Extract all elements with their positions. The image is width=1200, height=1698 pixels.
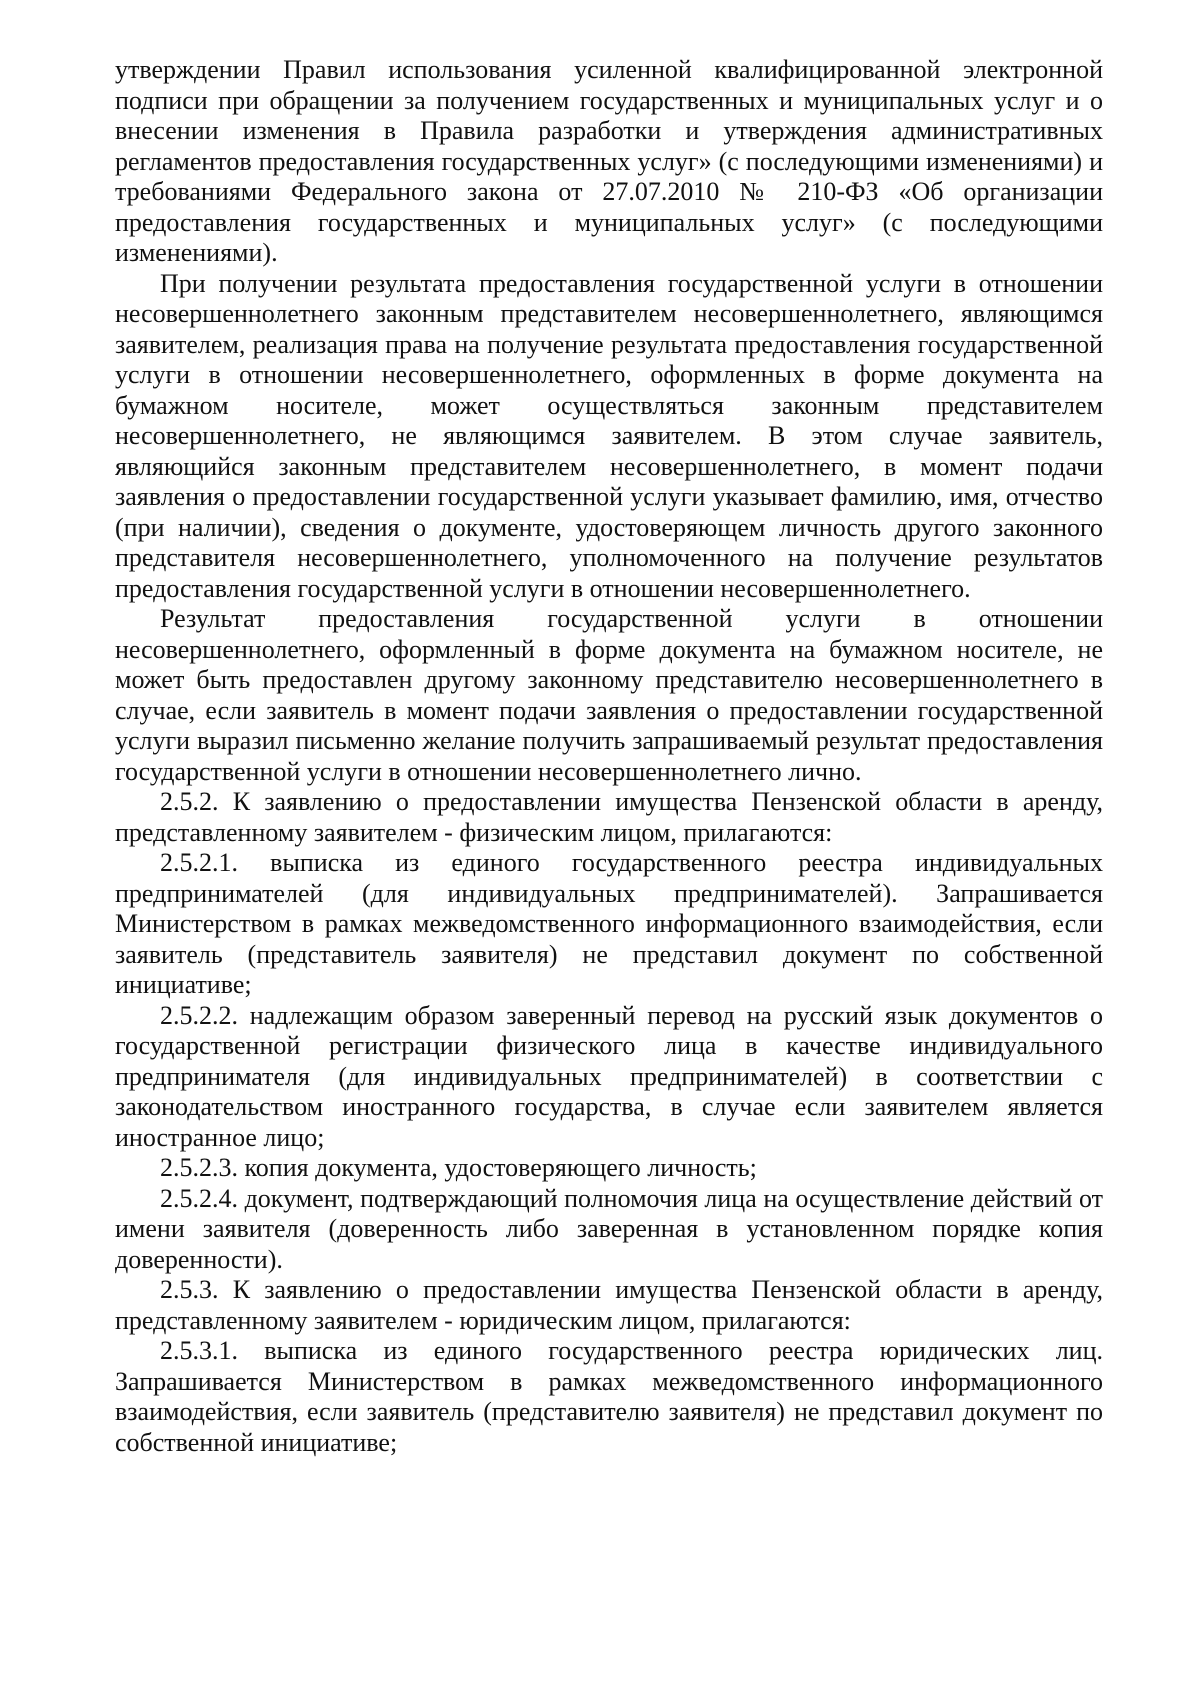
paragraph-continuation: утверждении Правил использования усиленной квалифицированной электронной подписи при обращении за получением государственных и муниципальных услуг и о внесении изменения в Правила разработки и утверждения административных регламентов предоставления государственных услуг» (с последующими изменениями) и требованиями Федерального закона от 27.07.2010 № 210-ФЗ «Об организации предоставления государственных и муниципальных услуг» (с последующими изменениями). (115, 55, 1103, 267)
document-page (115, 55, 1103, 1458)
paragraph-2-5-2: 2.5.2. К заявлению о предоставлении имущества Пензенской области в аренду, представленному заявителем - физическим лицом, прилагаются: (115, 787, 1103, 847)
paragraph-2-5-2-4: 2.5.2.4. документ, подтверждающий полномочия лица на осуществление действий от имени заявителя (доверенность либо заверенная в установленном порядке копия доверенности). (115, 1183, 1103, 1274)
paragraph-minor-result: При получении результата предоставления государственной услуги в отношении несовершеннолетнего законным представителем несовершеннолетнего, являющимся заявителем, реализация права на получение результата предоставления государственной услуги в отношении несовершеннолетнего, оформленных в форме документа на бумажном носителе, может осуществляться законным представителем несовершеннолетнего, не являющимся заявителем. В этом случае заявитель, являющийся законным представителем несовершеннолетнего, в момент подачи заявления о предоставлении государственной услуги указывает фамилию, имя, отчество (при наличии), сведения о документе, удостоверяющем личность другого законного представителя несовершеннолетнего, уполномоченного на получение результатов предоставления государственной услуги в отношении несовершеннолетнего. (115, 268, 1103, 603)
paragraph-2-5-3: 2.5.3. К заявлению о предоставлении имущества Пензенской области в аренду, представленному заявителем - юридическим лицом, прилагаются: (115, 1275, 1103, 1335)
paragraph-2-5-2-1: 2.5.2.1. выписка из единого государственного реестра индивидуальных предпринимателей (для индивидуальных предпринимателей). Запрашивается Министерством в рамках межведомственного информационного взаимодействия, если заявитель (представитель заявителя) не представил документ по собственной инициативе; (115, 848, 1103, 999)
paragraph-2-5-3-1: 2.5.3.1. выписка из единого государственного реестра юридических лиц. Запрашивается Министерством в рамках межведомственного информационного взаимодействия, если заявитель (представителю заявителя) не представил документ по собственной инициативе; (115, 1336, 1103, 1457)
paragraph-result-restriction: Результат предоставления государственной услуги в отношении несовершеннолетнего, оформленный в форме документа на бумажном носителе, не может быть предоставлен другому законному представителю несовершеннолетнего в случае, если заявитель в момент подачи заявления о предоставлении государственной услуги выразил письменно желание получить запрашиваемый результат предоставления государственной услуги в отношении несовершеннолетнего лично. (115, 604, 1103, 786)
paragraph-2-5-2-2: 2.5.2.2. надлежащим образом заверенный перевод на русский язык документов о государственной регистрации физического лица в качестве индивидуального предпринимателя (для индивидуальных предпринимателей) в соответствии с законодательством иностранного государства, в случае если заявителем является иностранное лицо; (115, 1000, 1103, 1152)
paragraph-2-5-2-3: 2.5.2.3. копия документа, удостоверяющего личность; (160, 1153, 757, 1182)
